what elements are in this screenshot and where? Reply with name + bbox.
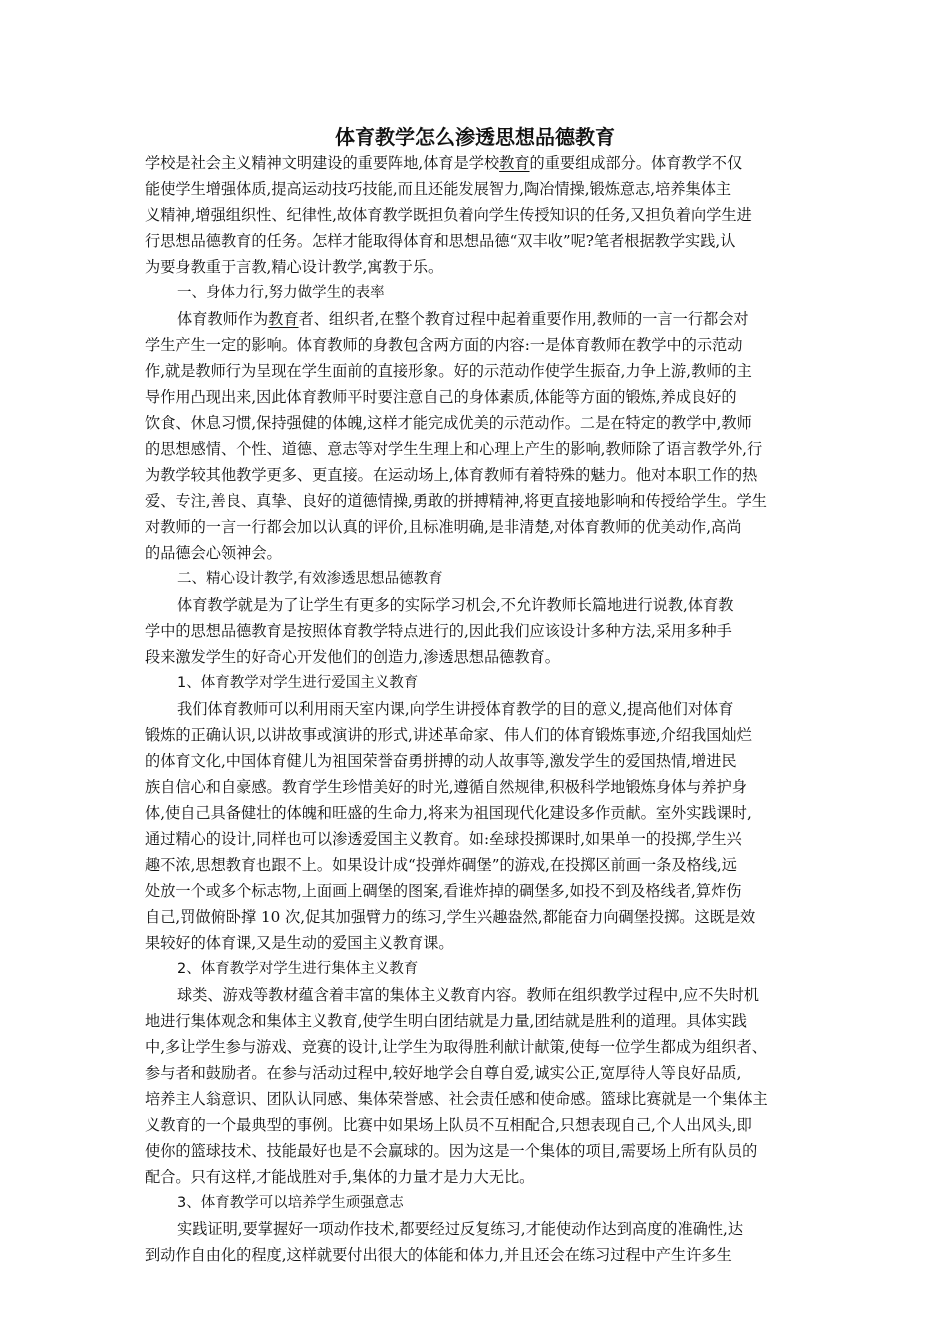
text-line: 行思想品德教育的任务。怎样才能取得体育和思想品德“双丰收”呢?笔者根据教学实践,认 xyxy=(145,232,736,250)
subsection-heading: 3、体育教学可以培养学生顽强意志 xyxy=(177,1195,404,1211)
text-line: 中,多让学生参与游戏、竞赛的设计,让学生为取得胜利献计献策,使每一位学生都成为组织者、 xyxy=(145,1038,767,1056)
text-line: 为要身教重于言教,精心设计教学,寓教于乐。 xyxy=(145,258,444,276)
text-line: 培养主人翁意识、团队认同感、集体荣誉感、社会责任感和使命感。篮球比赛就是一个集体主 xyxy=(145,1090,768,1108)
text-line: 通过精心的设计,同样也可以渗透爱国主义教育。如:垒球投掷课时,如果单一的投掷,学生兴 xyxy=(145,830,742,848)
text-line: 地进行集体观念和集体主义教育,使学生明白团结就是力量,团结就是胜利的道理。具体实践 xyxy=(145,1012,747,1030)
text-line: 体育教学就是为了让学生有更多的实际学习机会,不允许教师长篇地进行说教,体育教 xyxy=(177,596,734,614)
text-line: 果较好的体育课,又是生动的爱国主义教育课。 xyxy=(145,934,454,952)
text-line: 实践证明,要掌握好一项动作技术,都要经过反复练习,才能使动作达到高度的准确性,达 xyxy=(177,1220,744,1238)
text-line: 义精神,增强组织性、纪律性,故体育教学既担负着向学生传授知识的任务,又担负着向学生进 xyxy=(145,206,752,224)
text-line: 对教师的一言一行都会加以认真的评价,且标准明确,是非清楚,对体育教师的优美动作,高尚 xyxy=(145,518,742,536)
text-segment: 学校是社会主义精神文明建设的重要阵地,体育是学校 xyxy=(145,154,500,172)
text-segment: 体育教师作为 xyxy=(177,310,269,328)
text-line xyxy=(145,150,815,176)
text-segment: 者、组织者,在整个教育过程中起着重要作用,教师的一言一行都会对 xyxy=(298,310,749,328)
text-line: 到动作自由化的程度,这样就要付出很大的体能和体力,并且还会在练习过程中产生许多生 xyxy=(145,1246,732,1264)
education-link[interactable]: 教育 xyxy=(499,154,530,172)
text-segment: 的重要组成部分。体育教学不仅 xyxy=(529,154,743,172)
text-line: 参与者和鼓励者。在参与活动过程中,较好地学会自尊自爱,诚实公正,宽厚待人等良好品质, xyxy=(145,1064,742,1082)
text-line: 义教育的一个最典型的事例。比赛中如果场上队员不互相配合,只想表现自己,个人出风头,即 xyxy=(145,1116,752,1134)
text-line: 族自信心和自豪感。教育学生珍惜美好的时光,遵循自然规律,积极科学地锻炼身体与养护身 xyxy=(145,778,747,796)
text-line: 配合。只有这样,才能战胜对手,集体的力量才是力大无比。 xyxy=(145,1168,535,1186)
text-line: 锻炼的正确认识,以讲故事或演讲的形式,讲述革命家、伟人们的体育锻炼事迹,介绍我国灿烂 xyxy=(145,726,752,744)
text-line: 的品德会心领神会。 xyxy=(145,544,282,562)
text-line: 学生产生一定的影响。体育教师的身教包含两方面的内容:一是体育教师在教学中的示范动 xyxy=(145,336,743,354)
document-body xyxy=(145,150,815,1268)
text-line: 学中的思想品德教育是按照体育教学特点进行的,因此我们应该设计多种方法,采用多种手 xyxy=(145,622,732,640)
subsection-heading: 2、体育教学对学生进行集体主义教育 xyxy=(177,961,419,977)
text-line: 能使学生增强体质,提高运动技巧技能,而且还能发展智力,陶冶情操,锻炼意志,培养集体主 xyxy=(145,180,732,198)
section-heading: 二、精心设计教学,有效渗透思想品德教育 xyxy=(177,571,443,587)
subsection-heading: 1、体育教学对学生进行爱国主义教育 xyxy=(177,675,419,691)
text-line: 的体育文化,中国体育健儿为祖国荣誉奋勇拼搏的动人故事等,激发学生的爱国热情,增进民 xyxy=(145,752,737,770)
text-line: 自己,罚做俯卧撑 10 次,促其加强臂力的练习,学生兴趣盎然,都能奋力向碉堡投掷。这既是效 xyxy=(145,908,756,926)
section-heading: 一、身体力行,努力做学生的表率 xyxy=(177,285,385,301)
text-line: 爱、专注,善良、真挚、良好的道德情操,勇敢的拼搏精神,将更直接地影响和传授给学生。学生 xyxy=(145,492,767,510)
text-line: 处放一个或多个标志物,上面画上碉堡的图案,看谁炸掉的碉堡多,如投不到及格线者,算炸伤 xyxy=(145,882,742,900)
text-line: 作,就是教师行为呈现在学生面前的直接形象。好的示范动作使学生振奋,力争上游,教师的主 xyxy=(145,362,752,380)
text-line: 球类、游戏等教材蕴含着丰富的集体主义教育内容。教师在组织教学过程中,应不失时机 xyxy=(177,986,759,1004)
text-line: 我们体育教师可以利用雨天室内课,向学生讲授体育教学的目的意义,提高他们对体育 xyxy=(177,700,734,718)
text-line: 为教学较其他教学更多、更直接。在运动场上,体育教师有着特殊的魅力。他对本职工作的热 xyxy=(145,466,758,484)
text-line: 体,使自己具备健壮的体魄和旺盛的生命力,将来为祖国现代化建设多作贡献。室外实践课时, xyxy=(145,804,752,822)
text-line: 导作用凸现出来,因此体育教师平时要注意自己的身体素质,体能等方面的锻炼,养成良好的 xyxy=(145,388,737,406)
text-line: 使你的篮球技术、技能最好也是不会赢球的。因为这是一个集体的项目,需要场上所有队员的 xyxy=(145,1142,758,1160)
document-title: 体育教学怎么渗透思想品德教育 xyxy=(335,125,615,149)
text-line: 的思想感情、个性、道德、意志等对学生生理上和心理上产生的影响,教师除了语言教学外,行 xyxy=(145,440,763,458)
education-link[interactable]: 教育 xyxy=(268,310,299,328)
text-line xyxy=(145,306,815,332)
text-line: 趣不浓,思想教育也跟不上。如果设计成“投弹炸碉堡”的游戏,在投掷区前画一条及格线,远 xyxy=(145,856,737,874)
text-line: 饮食、休息习惯,保持强健的体魄,这样才能完成优美的示范动作。二是在特定的教学中,教师 xyxy=(145,414,752,432)
text-line: 段来激发学生的好奇心开发他们的创造力,渗透思想品德教育。 xyxy=(145,648,560,666)
